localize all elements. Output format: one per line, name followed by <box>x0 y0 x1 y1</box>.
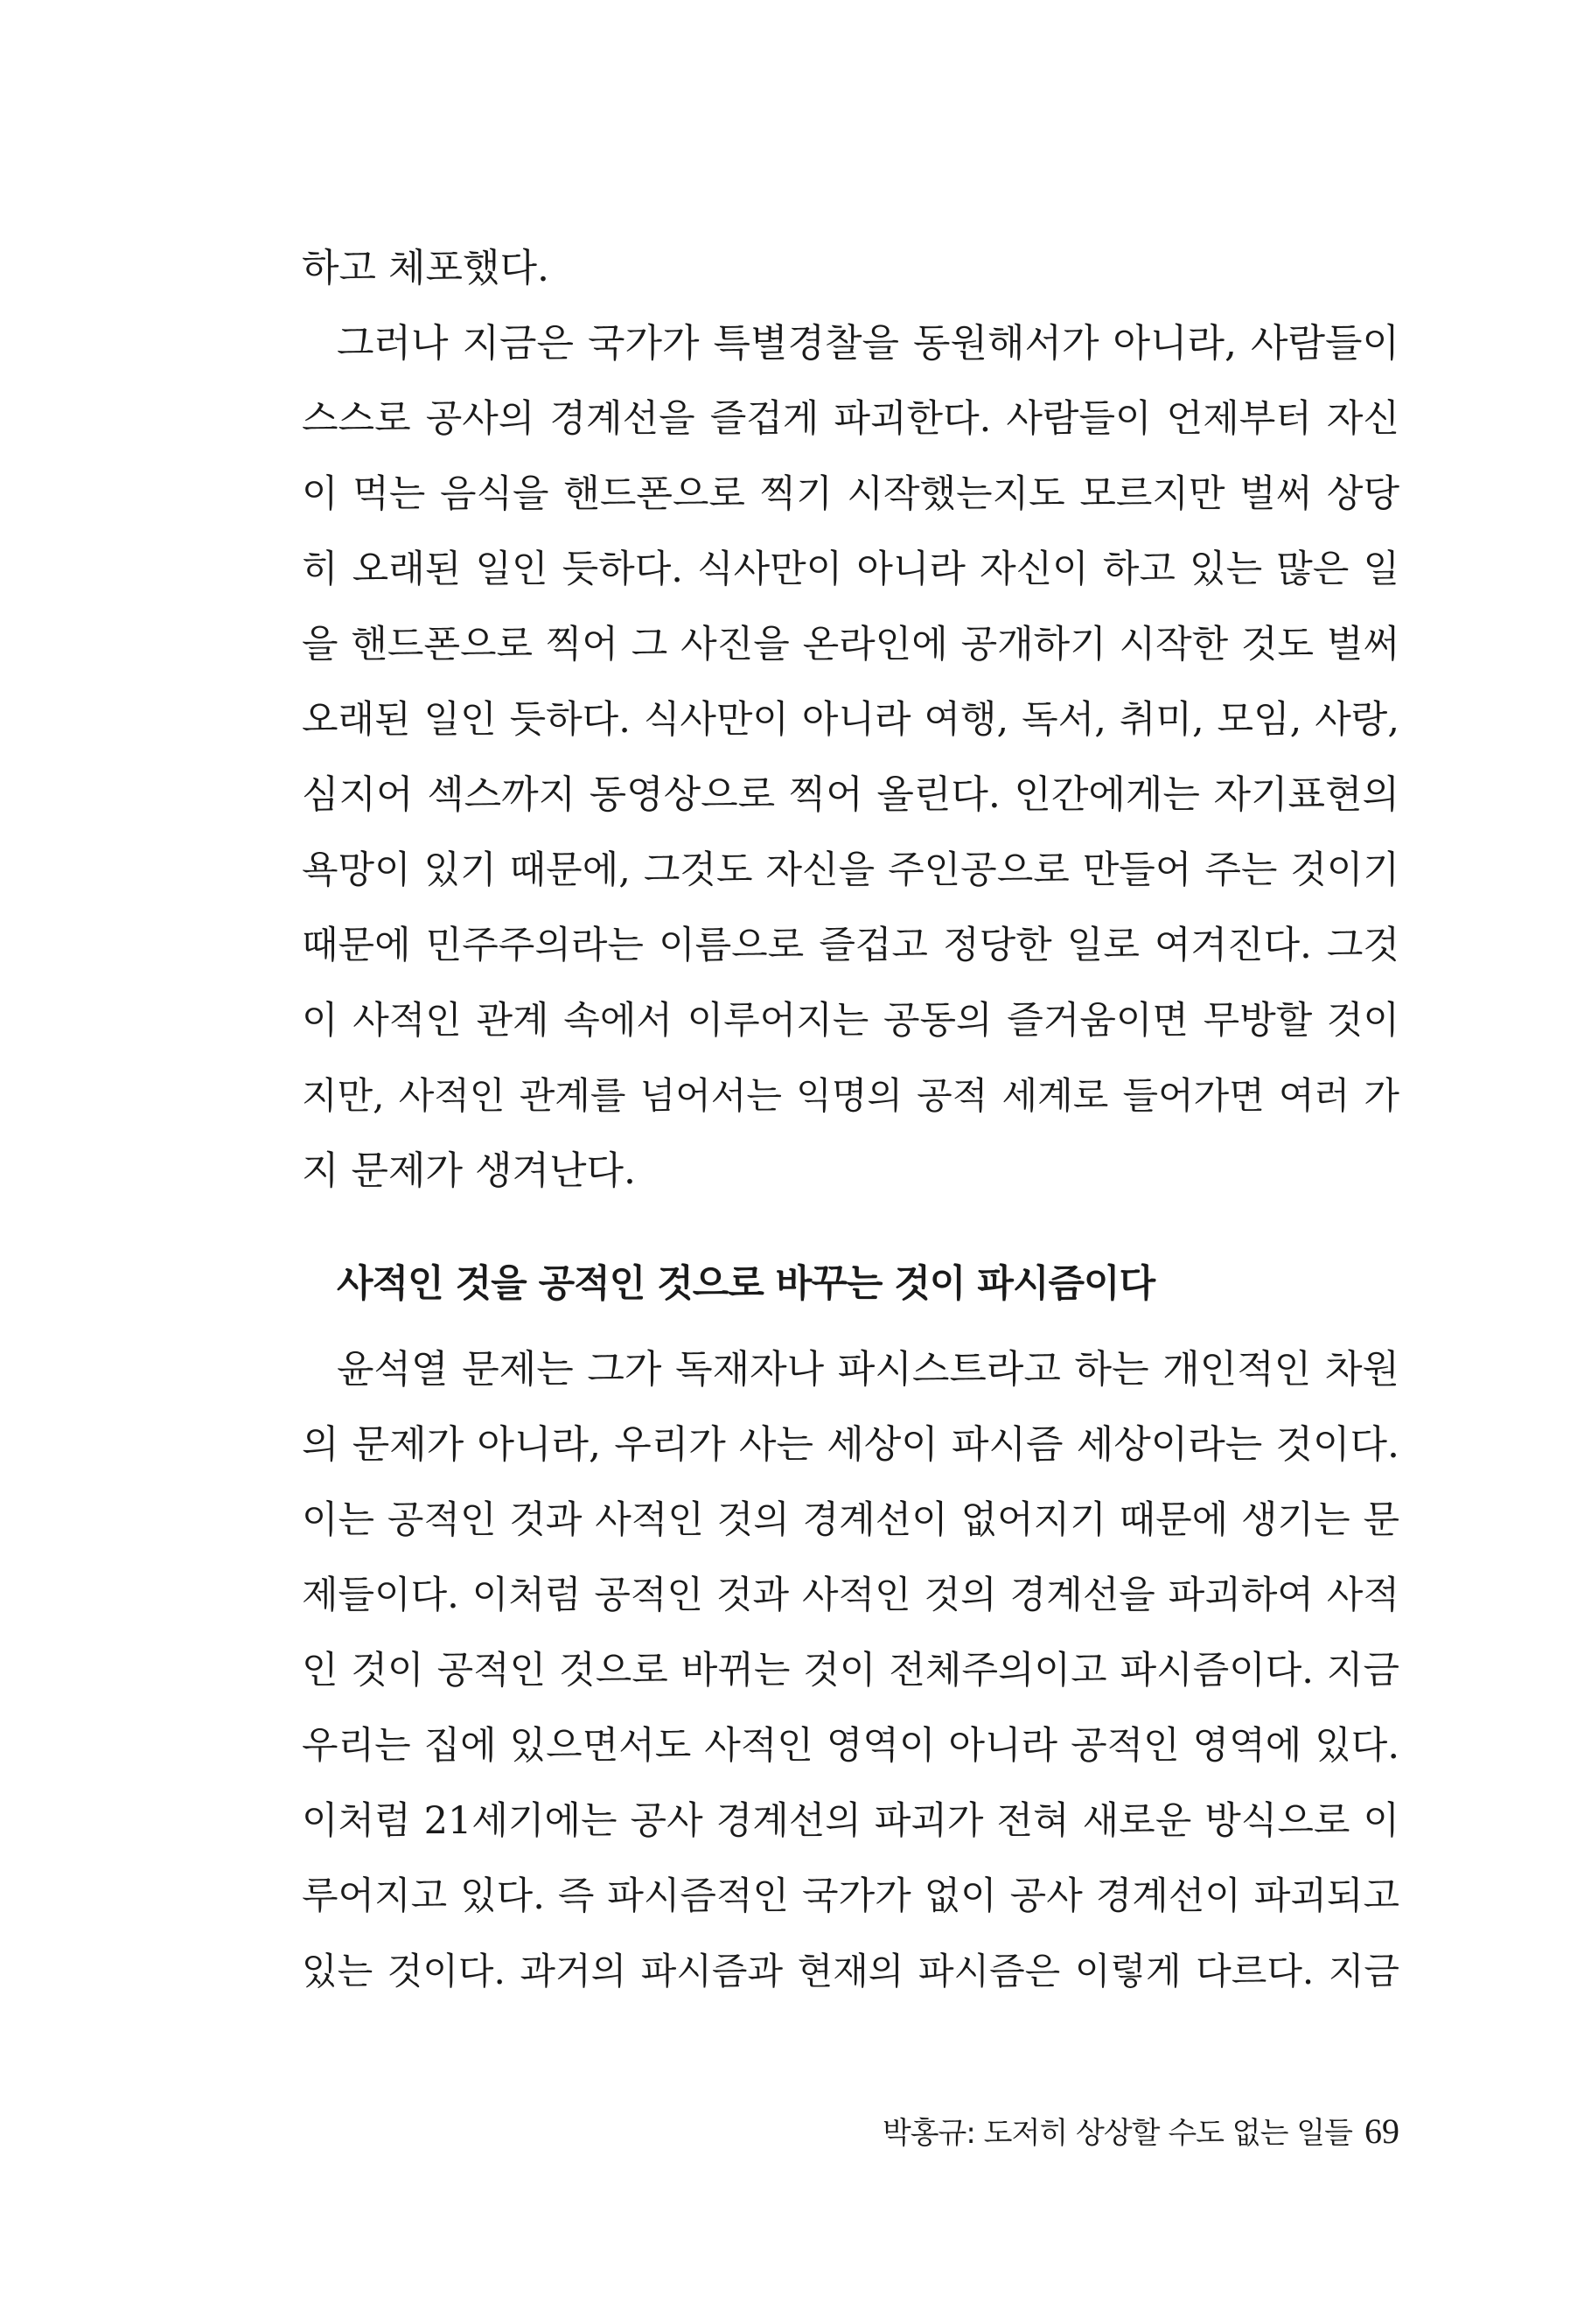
body-line: 윤석열 문제는 그가 독재자나 파시스트라고 하는 개인적인 차원 <box>337 1347 1399 1392</box>
body-line: 이 먹는 음식을 핸드폰으로 찍기 시작했는지도 모르지만 벌써 상당 <box>302 472 1399 516</box>
running-title: 박홍규: 도저히 상상할 수도 없는 일들 <box>882 2116 1352 2151</box>
body-line: 욕망이 있기 때문에, 그것도 자신을 주인공으로 만들어 주는 것이기 <box>302 848 1399 892</box>
body-line: 히 오래된 일인 듯하다. 식사만이 아니라 자신이 하고 있는 많은 일 <box>302 548 1399 591</box>
body-line: 하고 체포했다. <box>302 246 549 290</box>
body-line: 이 사적인 관계 속에서 이루어지는 공동의 즐거움이면 무방할 것이 <box>302 999 1399 1043</box>
page-number: 69 <box>1364 2111 1399 2151</box>
body-line: 지 문제가 생겨난다. <box>302 1148 636 1193</box>
body-line: 을 핸드폰으로 찍어 그 사진을 온라인에 공개하기 시작한 것도 벌써 <box>302 623 1399 666</box>
body-line: 때문에 민주주의라는 이름으로 즐겁고 정당한 일로 여겨진다. 그것 <box>302 924 1399 967</box>
body-line: 의 문제가 아니라, 우리가 사는 세상이 파시즘 세상이라는 것이다. <box>302 1422 1399 1467</box>
body-line: 인 것이 공적인 것으로 바뀌는 것이 전체주의이고 파시즘이다. 지금 <box>302 1649 1399 1692</box>
body-line: 오래된 일인 듯하다. 식사만이 아니라 여행, 독서, 취미, 모임, 사랑, <box>302 698 1399 742</box>
body-line: 이는 공적인 것과 사적인 것의 경계선이 없어지기 때문에 생기는 문 <box>302 1498 1399 1542</box>
body-line: 제들이다. 이처럼 공적인 것과 사적인 것의 경계선을 파괴하여 사적 <box>302 1574 1399 1617</box>
body-line: 그러나 지금은 국가가 특별경찰을 동원해서가 아니라, 사람들이 <box>337 321 1399 366</box>
body-line: 지만, 사적인 관계를 넘어서는 익명의 공적 세계로 들어가면 여러 가 <box>302 1074 1399 1117</box>
page-footer <box>883 2110 1399 2155</box>
body-line: 스스로 공사의 경계선을 즐겁게 파괴한다. 사람들이 언제부터 자신 <box>302 397 1399 441</box>
body-line: 루어지고 있다. 즉 파시즘적인 국가가 없이 공사 경계선이 파괴되고 <box>302 1874 1399 1918</box>
body-line: 우리는 집에 있으면서도 사적인 영역이 아니라 공적인 영역에 있다. <box>302 1724 1399 1768</box>
section-heading: 사적인 것을 공적인 것으로 바꾸는 것이 파시즘이다 <box>337 1262 1155 1306</box>
body-line: 있는 것이다. 과거의 파시즘과 현재의 파시즘은 이렇게 다르다. 지금 <box>302 1950 1399 1992</box>
body-line: 심지어 섹스까지 동영상으로 찍어 올린다. 인간에게는 자기표현의 <box>302 772 1399 817</box>
body-line: 이처럼 21세기에는 공사 경계선의 파괴가 전혀 새로운 방식으로 이 <box>302 1799 1399 1843</box>
